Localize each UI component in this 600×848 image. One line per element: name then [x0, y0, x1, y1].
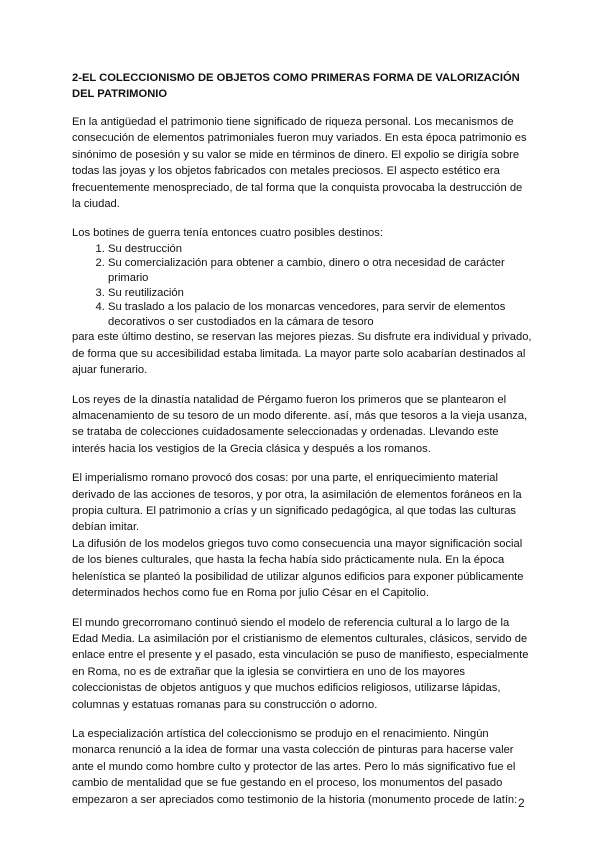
destinations-list: [72, 242, 532, 330]
paragraph: En la antigüedad el patrimonio tiene significado de riqueza personal. Los mecanismos de consecución de elementos patrimoniales fueron muy variados. En esta época patrimonio es sinónimo de posesión y su valor se mide en términos de dinero. El expolio se dirigía sobre todas las joyas y los objetos fabricados con metales preciosos. El aspecto estético era frecuentemente menospreciado, de tal forma que la conquista provocaba la destrucción de la ciudad.: [72, 116, 527, 211]
paragraph: para este último destino, se reservan las mejores piezas. Su disfrute era individual y privado, de forma que su accesibilidad estaba limitada. La mayor parte solo acabarían destinados al ajuar funerario.: [72, 331, 532, 377]
paragraph: La difusión de los modelos griegos tuvo como consecuencia una mayor significación social de los bienes culturales, que hasta la fecha había sido prácticamente nula. En la época helenística se planteó la posibilidad de utilizar algunos edificios para exponer públicamente determinados hechos como fue en Roma por julio César en el Capitolio.: [72, 537, 524, 600]
paragraph: Los botines de guerra tenía entonces cuatro posibles destinos:: [72, 227, 383, 240]
paragraph: El mundo grecorromano continuó siendo el modelo de referencia cultural a lo largo de la Edad Media. La asimilación por el cristianismo de elementos culturales, clásicos, servido de enlace entre el presente y el pasado, esta vinculación se puso de manifiesto, especialmente en Roma, no es de extrañar que la iglesia se convirtiera en uno de los mayores coleccionistas de objetos antiguos y que muchos edificios religiosos, utilizarse lápidas, columnas y estatuas romanas para su construcción o adorno.: [72, 616, 529, 711]
list-item: 4. Su traslado a los palacio de los monarcas vencedores, para servir de elementos decorativos o ser custodiados en la cámara de tesoro: [108, 300, 532, 329]
page-number: 2: [518, 796, 525, 810]
paragraph-gap: [72, 379, 532, 392]
paragraph: El imperialismo romano provocó dos cosas: por una parte, el enriquecimiento material derivado de las acciones de tesoros, y por otra, la asimilación de elementos foráneos en la propia cultura. El patrimonio a crías y un significado pedagógica, al que todas las culturas debían imitar.: [72, 472, 522, 534]
list-item: 3. Su reutilización: [108, 286, 532, 301]
paragraph: La especialización artística del coleccionismo se produjo en el renacimiento. Ningún monarca renunció a la idea de formar una vasta colección de pinturas para hacerse valer ante el mundo como hombre culto y protector de las artes. Pero lo más significativo fue el cambio de mentalidad que se fue gestando en el proceso, los monumentos del pasado empezaron a ser apreciados como testimonio de la historia (monumento procede de latín:: [72, 727, 518, 806]
list-item: 1. Su destrucción: [108, 242, 532, 257]
paragraph-gap: [72, 602, 532, 615]
paragraph-gap: [72, 457, 532, 470]
section-title: 2-EL COLECCIONISMO DE OBJETOS COMO PRIMERAS FORMA DE VALORIZACIÓN DEL PATRIMONIO: [72, 72, 520, 100]
paragraph-gap: [72, 713, 532, 726]
document-body: [72, 70, 532, 808]
paragraph-gap: [72, 212, 532, 225]
list-item: 2. Su comercialización para obtener a cambio, dinero o otra necesidad de carácter primario: [108, 256, 532, 285]
paragraph: Los reyes de la dinastía natalidad de Pérgamo fueron los primeros que se plantearon el almacenamiento de su tesoro de un modo diferente. así, más que tesoros a la vieja usanza, se trataba de colecciones cuidadosamente seleccionadas y ordenadas. Llevando este interés hacia los vestigios de la Grecia clásica y después a los romanos.: [72, 393, 528, 455]
